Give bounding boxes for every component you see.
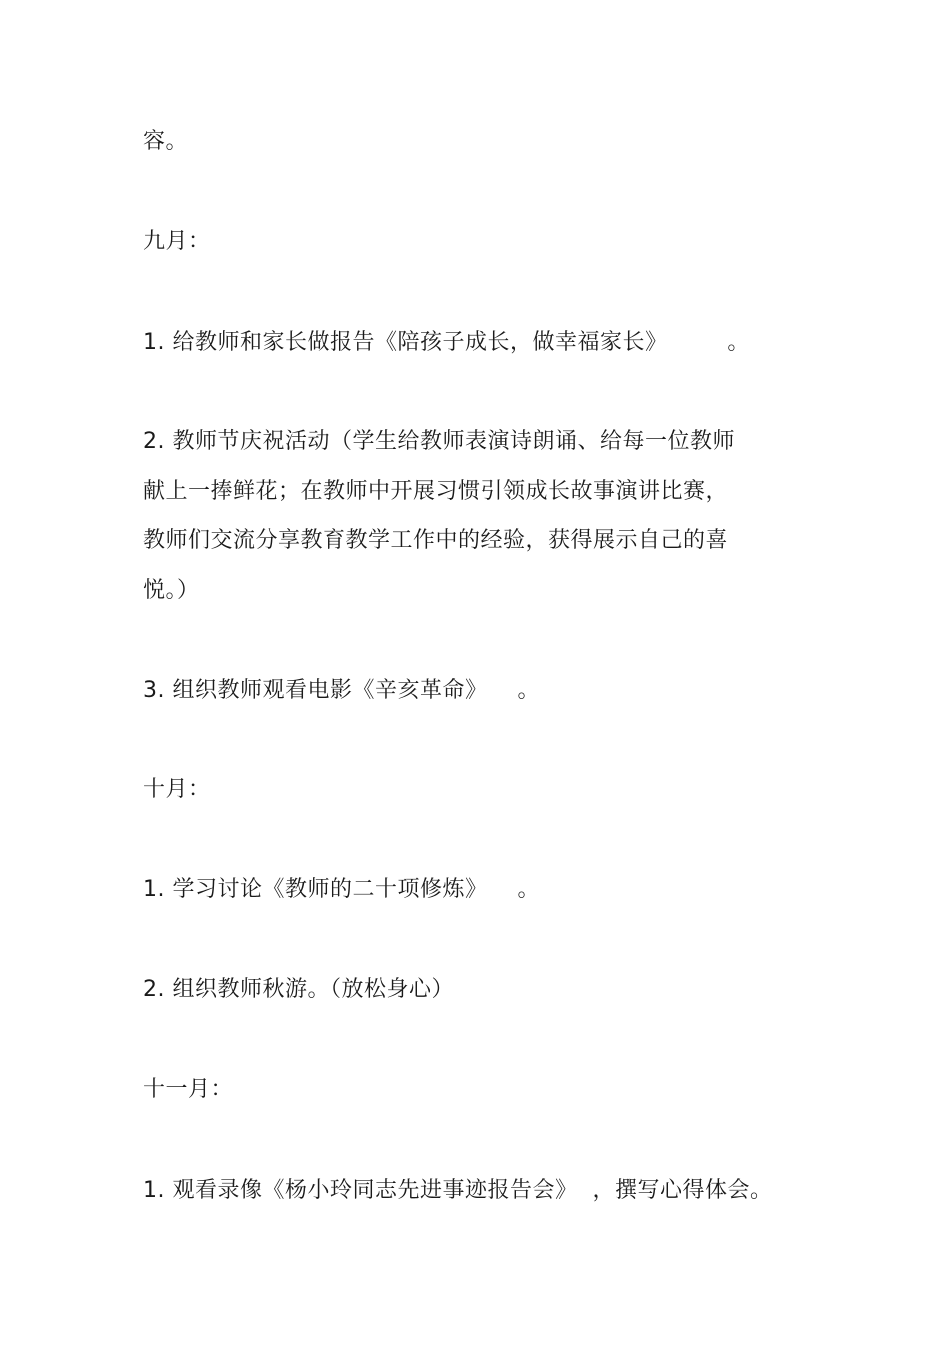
- list-item-sep-3: 3. 组织教师观看电影《辛亥革命》 。: [143, 678, 540, 703]
- list-item-sep-2-line-2: 献上一捧鲜花；在教师中开展习惯引领成长故事演讲比赛，: [143, 479, 729, 504]
- list-item-sep-2-line-3: 教师们交流分享教育教学工作中的经验，获得展示自己的喜: [143, 528, 729, 553]
- list-item-oct-1: 1. 学习讨论《教师的二十项修炼》 。: [143, 877, 540, 902]
- list-item-oct-2: 2. 组织教师秋游。（放松身心）: [143, 977, 454, 1002]
- heading-november: 十一月：: [143, 1077, 234, 1102]
- list-item-sep-2-line-1: 2. 教师节庆祝活动（学生给教师表演诗朗诵、给每一位教师: [143, 429, 735, 454]
- list-item-nov-1: 1. 观看录像《杨小玲同志先进事迹报告会》 ，撰写心得体会。: [143, 1178, 773, 1203]
- list-item-sep-1: 1. 给教师和家长做报告《陪孩子成长，做幸福家长》 。: [143, 330, 750, 355]
- list-item-sep-2-line-4: 悦。）: [143, 578, 200, 603]
- heading-october: 十月：: [143, 777, 211, 802]
- heading-september: 九月：: [143, 229, 211, 254]
- text-line-continuation: 容。: [143, 129, 189, 154]
